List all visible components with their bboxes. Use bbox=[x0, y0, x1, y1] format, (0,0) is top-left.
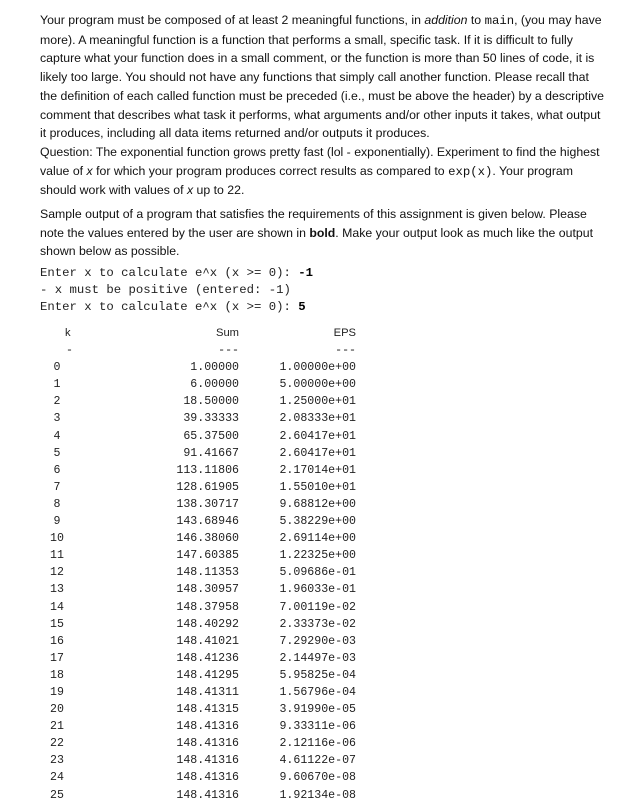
question-variable: x bbox=[86, 163, 93, 178]
table-row bbox=[40, 513, 370, 530]
cell-k: 18 bbox=[50, 668, 64, 682]
cell-sum: 91.41667 bbox=[183, 446, 239, 460]
cell-k: 16 bbox=[50, 634, 64, 648]
cell-eps: 9.33311e-06 bbox=[279, 720, 356, 734]
cell-eps: 2.14497e-03 bbox=[279, 651, 356, 665]
cell-k: 17 bbox=[50, 651, 64, 665]
table-row bbox=[40, 359, 370, 376]
console-prompt: Enter x to calculate e^x (x >= 0): bbox=[40, 266, 299, 280]
cell-eps: 2.08333e+01 bbox=[279, 412, 356, 426]
table-row bbox=[40, 530, 370, 547]
cell-sum: 148.41295 bbox=[176, 668, 239, 682]
cell-k: 3 bbox=[53, 412, 61, 426]
cell-sum: 148.11353 bbox=[176, 566, 239, 580]
table-row bbox=[40, 376, 370, 393]
cell-eps: 4.61122e-07 bbox=[279, 754, 356, 768]
table-separator-row bbox=[40, 342, 370, 359]
cell-eps: 9.60670e-08 bbox=[279, 771, 356, 785]
cell-sum: 148.41236 bbox=[176, 651, 239, 665]
requirements-text: to bbox=[467, 13, 485, 27]
cell-sum: 148.41021 bbox=[176, 634, 239, 648]
table-row bbox=[40, 547, 370, 564]
cell-sum: 128.61905 bbox=[176, 480, 239, 494]
cell-eps: 1.22325e+00 bbox=[279, 549, 356, 563]
cell-sum: 148.41316 bbox=[176, 720, 239, 734]
console-user-input: -1 bbox=[298, 266, 314, 280]
cell-k: 15 bbox=[50, 617, 64, 631]
question-text: Question: The exponential function grows pretty fast (lol - exponentially). Experiment to find the highest value of bbox=[40, 145, 600, 178]
cell-eps: 1.00000e+00 bbox=[279, 361, 356, 375]
cell-k: 8 bbox=[53, 497, 61, 511]
cell-sum: 143.68946 bbox=[176, 515, 239, 529]
cell-eps: 1.25000e+01 bbox=[279, 395, 356, 409]
console-line bbox=[40, 265, 313, 282]
requirements-text: , (you may have more). A meaningful function is a function that performs a small, specific task. If it is difficult to fully capture what your function does in a small comment, or the function is more than 50 lines of code, it is likely too large. You should not have any functions that simply call another function. Please recall that the definition of each called function must be preceded (i.e., must be above the header) by a descriptive comment that describes what task it performs, what arguments and/or other inputs it takes, what output it produces, including all data items returned and/or outputs it produces. bbox=[40, 13, 604, 141]
cell-sum: 39.33333 bbox=[183, 412, 239, 426]
question-variable: x bbox=[186, 183, 194, 198]
cell-k: 12 bbox=[50, 566, 64, 580]
cell-eps: 3.91990e-05 bbox=[279, 703, 356, 717]
cell-eps: 2.60417e+01 bbox=[279, 446, 356, 460]
table-row bbox=[40, 462, 370, 479]
table-row bbox=[40, 718, 370, 735]
sample-output-paragraph bbox=[40, 205, 605, 261]
cell-eps: 5.95825e-04 bbox=[279, 668, 356, 682]
table-row bbox=[40, 410, 370, 427]
cell-k: 11 bbox=[50, 549, 64, 563]
cell-sum: 148.41316 bbox=[176, 771, 239, 785]
console-error-message: - x must be positive (entered: -1) bbox=[40, 283, 291, 297]
table-row bbox=[40, 684, 370, 701]
cell-sum: 148.41316 bbox=[176, 754, 239, 768]
question-text: up to 22. bbox=[193, 183, 245, 198]
console-line bbox=[40, 282, 313, 299]
cell-k: 19 bbox=[50, 685, 64, 699]
cell-eps: 2.60417e+01 bbox=[279, 429, 356, 443]
table-row bbox=[40, 701, 370, 718]
cell-eps: 5.09686e-01 bbox=[279, 566, 356, 580]
table-row bbox=[40, 769, 370, 786]
table-row bbox=[40, 445, 370, 462]
table-row bbox=[40, 496, 370, 513]
sample-bold: bold bbox=[309, 225, 336, 240]
cell-sum: 148.40292 bbox=[176, 617, 239, 631]
separator-k: - bbox=[66, 344, 73, 358]
table-row bbox=[40, 650, 370, 667]
header-eps: EPS bbox=[333, 327, 356, 339]
cell-sum: 1.00000 bbox=[190, 361, 239, 375]
separator-sum: --- bbox=[218, 344, 239, 358]
sample-text: Sample output of a program that satisfies the requirements of this assignment is given below. Please note the values entered by the user are shown in bbox=[40, 207, 587, 240]
cell-eps: 1.55010e+01 bbox=[279, 480, 356, 494]
cell-eps: 2.69114e+00 bbox=[279, 532, 356, 546]
cell-k: 25 bbox=[50, 788, 64, 802]
table-row bbox=[40, 735, 370, 752]
cell-eps: 7.00119e-02 bbox=[279, 600, 356, 614]
cell-sum: 148.41315 bbox=[176, 703, 239, 717]
cell-eps: 2.12116e-06 bbox=[279, 737, 356, 751]
header-k: k bbox=[65, 327, 71, 339]
question-text: . Your program should work with values of bbox=[40, 163, 574, 198]
cell-sum: 148.30957 bbox=[176, 583, 239, 597]
requirements-emphasis: addition bbox=[424, 13, 468, 27]
cell-k: 23 bbox=[50, 754, 64, 768]
cell-eps: 7.29290e-03 bbox=[279, 634, 356, 648]
cell-sum: 146.38060 bbox=[176, 532, 239, 546]
table-row bbox=[40, 616, 370, 633]
table-row bbox=[40, 428, 370, 445]
table-row bbox=[40, 599, 370, 616]
header-sum: Sum bbox=[215, 327, 239, 339]
cell-eps: 2.17014e+01 bbox=[279, 463, 356, 477]
cell-sum: 148.37958 bbox=[176, 600, 239, 614]
requirements-text: Your program must be composed of at least 2 meaningful functions, in bbox=[40, 13, 425, 27]
console-user-input: 5 bbox=[298, 300, 306, 314]
cell-k: 20 bbox=[50, 703, 64, 717]
cell-k: 0 bbox=[53, 361, 61, 375]
table-header-row bbox=[40, 325, 370, 342]
cell-sum: 65.37500 bbox=[183, 429, 239, 443]
output-table bbox=[40, 325, 370, 804]
console-prompt: Enter x to calculate e^x (x >= 0): bbox=[40, 300, 299, 314]
cell-eps: 1.92134e-08 bbox=[279, 788, 356, 802]
cell-sum: 148.41316 bbox=[176, 788, 239, 802]
cell-eps: 1.96033e-01 bbox=[279, 583, 356, 597]
cell-k: 14 bbox=[50, 600, 64, 614]
table-row bbox=[40, 564, 370, 581]
console-line bbox=[40, 299, 313, 316]
cell-sum: 148.41311 bbox=[176, 685, 239, 699]
console-output bbox=[40, 265, 313, 316]
cell-k: 4 bbox=[53, 429, 61, 443]
cell-k: 1 bbox=[53, 378, 61, 392]
cell-eps: 5.38229e+00 bbox=[279, 515, 356, 529]
table-body bbox=[40, 359, 370, 803]
cell-eps: 5.00000e+00 bbox=[279, 378, 356, 392]
cell-k: 2 bbox=[53, 395, 61, 409]
cell-sum: 138.30717 bbox=[176, 497, 239, 511]
question-paragraph bbox=[40, 143, 605, 200]
question-text: for which your program produces correct results as compared to bbox=[92, 163, 449, 178]
cell-sum: 6.00000 bbox=[190, 378, 239, 392]
cell-sum: 113.11806 bbox=[176, 463, 239, 477]
table-row bbox=[40, 633, 370, 650]
cell-eps: 1.56796e-04 bbox=[279, 685, 356, 699]
cell-eps: 2.33373e-02 bbox=[279, 617, 356, 631]
requirements-paragraph bbox=[40, 11, 605, 143]
sample-text: . Make your output look as much like the output shown below as possible. bbox=[40, 225, 593, 259]
table-row bbox=[40, 787, 370, 804]
cell-k: 6 bbox=[53, 463, 61, 477]
cell-eps: 9.68812e+00 bbox=[279, 497, 356, 511]
cell-sum: 148.41316 bbox=[176, 737, 239, 751]
cell-k: 5 bbox=[53, 446, 61, 460]
cell-k: 24 bbox=[50, 771, 64, 785]
main-code: main bbox=[484, 14, 515, 28]
cell-k: 13 bbox=[50, 583, 64, 597]
table-row bbox=[40, 752, 370, 769]
cell-k: 7 bbox=[53, 480, 61, 494]
table-row bbox=[40, 479, 370, 496]
cell-sum: 147.60385 bbox=[176, 549, 239, 563]
cell-k: 22 bbox=[50, 737, 64, 751]
cell-k: 21 bbox=[50, 720, 64, 734]
cell-k: 10 bbox=[50, 532, 64, 546]
exp-code: exp(x) bbox=[448, 164, 493, 179]
separator-eps: --- bbox=[335, 344, 356, 358]
table-row bbox=[40, 393, 370, 410]
cell-k: 9 bbox=[53, 515, 61, 529]
cell-sum: 18.50000 bbox=[183, 395, 239, 409]
table-row bbox=[40, 667, 370, 684]
table-row bbox=[40, 581, 370, 598]
